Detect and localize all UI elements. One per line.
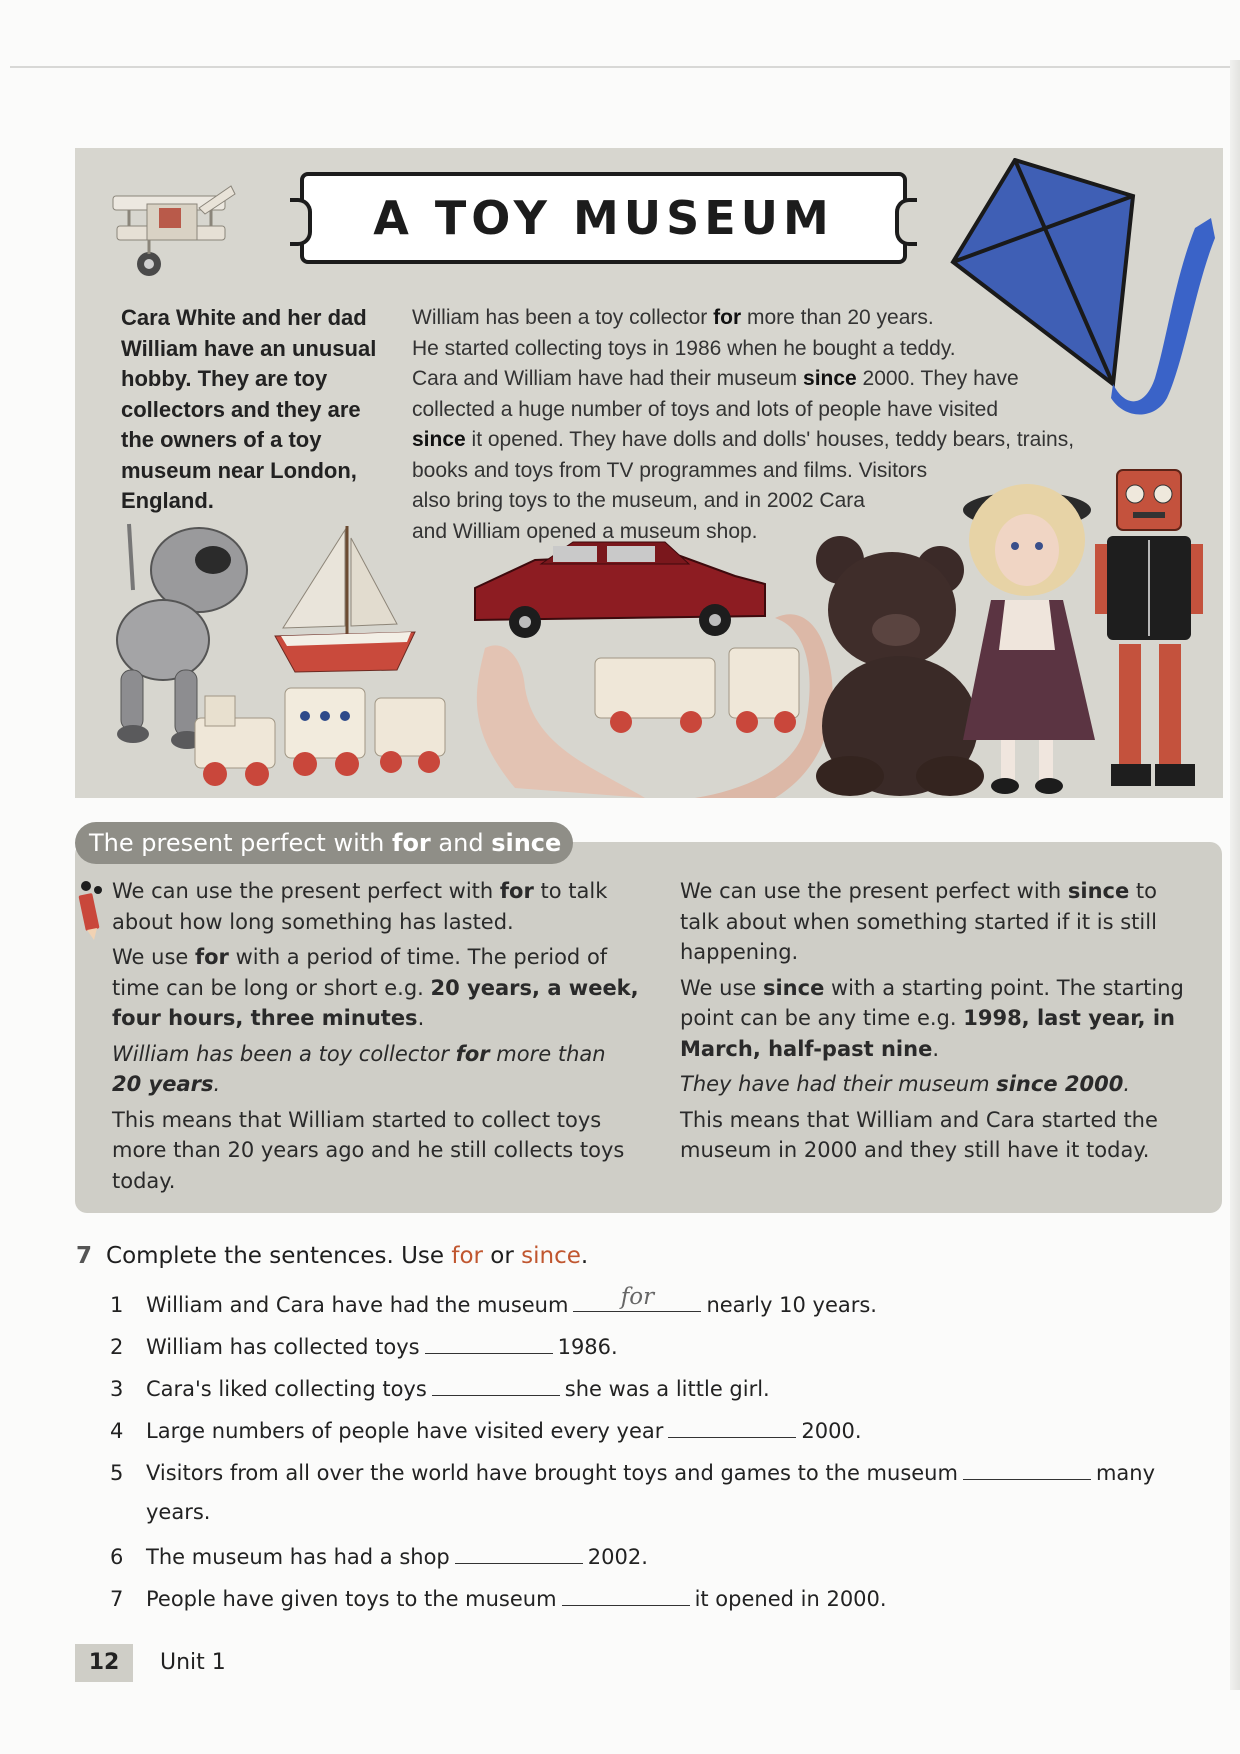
for-example: William has been a toy collector for more than 20 years. [112,1041,606,1096]
article-line: He started collecting toys in 1986 when he bought a teddy. [412,336,956,360]
answer-blank[interactable] [963,1458,1091,1480]
exercise-item-continuation: years. [146,1500,211,1524]
exercise-item: 4 Large numbers of people have visited every year 2000. [110,1416,862,1443]
article-line: books and toys from TV programmes and films. Visitors [412,458,928,482]
pencil-icon [78,878,108,942]
toy-car-in-hands-image [445,528,865,798]
article-line: collected a huge number of toys and lots of people have visited [412,397,999,421]
answer-blank[interactable] [432,1374,560,1396]
for-rule: We can use the present perfect with for to talk about how long something has lasted. [112,879,608,934]
answer-blank[interactable]: for [573,1290,701,1312]
for-period-rule: We use for with a period of time. The period of time can be long or short e.g. 20 years, a week, four hours, three minutes. [112,945,639,1030]
grammar-for-column [112,876,642,1201]
for-explanation: This means that William started to collect toys more than 20 years ago and he still collects toys today. [112,1107,625,1193]
exercise-heading: 7 Complete the sentences. Use for or since. [76,1243,589,1269]
unit-label: Unit 1 [160,1650,226,1675]
since-starting-point-rule: We use since with a starting point. The starting point can be any time e.g. 1998, last year, in March, half-past nine. [680,975,1184,1061]
article-title-frame [300,172,907,264]
article-panel [75,148,1223,798]
article-line: William has been a toy collector for more than 20 years. [412,306,934,329]
answer-blank[interactable] [562,1584,690,1606]
scan-right-edge [1230,60,1240,1690]
answer-blank[interactable] [668,1416,796,1438]
scan-top-edge [10,66,1230,68]
toy-plane-image [107,168,237,288]
exercise-item: 7 People have given toys to the museum it opened in 2000. [110,1584,887,1611]
article-line: also bring toys to the museum, and in 2002 Cara [412,489,865,512]
article-line: since it opened. They have dolls and dolls' houses, teddy bears, trains, [412,428,1075,451]
article-line: and William opened a museum shop. [412,519,758,543]
intro-bold-text: Cara White and her dad William have an unusual hobby. They are toy collectors and they are the owners of a toy museum near London, England. [121,305,377,513]
since-explanation: This means that William and Cara started the museum in 2000 and they still have it today. [680,1107,1158,1162]
toy-doll-image [955,480,1105,798]
toy-tin-robot-image [1095,460,1223,798]
answer-blank[interactable] [425,1332,553,1354]
exercise-number: 7 [76,1243,93,1269]
exercise-item: 6 The museum has had a shop 2002. [110,1542,648,1569]
toy-wooden-train-image [185,638,465,798]
article-line: Cara and William have had their museum since 2000. They have [412,367,1019,390]
answer-blank[interactable] [455,1542,583,1564]
exercise-item: 5 Visitors from all over the world have brought toys and games to the museum many [110,1458,1155,1485]
exercise-item: 2 William has collected toys 1986. [110,1332,618,1359]
exercise-item: 3 Cara's liked collecting toys she was a little girl. [110,1374,770,1401]
grammar-since-column [680,876,1200,1171]
since-rule: We can use the present perfect with since to talk about when something started if it is still happening. [680,879,1158,964]
exercise-item: 1 William and Cara have had the museum for nearly 10 years. [110,1284,877,1317]
article-title: A TOY MUSEUM [373,191,834,245]
grammar-tab-heading: The present perfect with for and since [75,822,573,864]
page-number: 12 [75,1644,133,1682]
since-example: They have had their museum since 2000. [680,1072,1131,1096]
